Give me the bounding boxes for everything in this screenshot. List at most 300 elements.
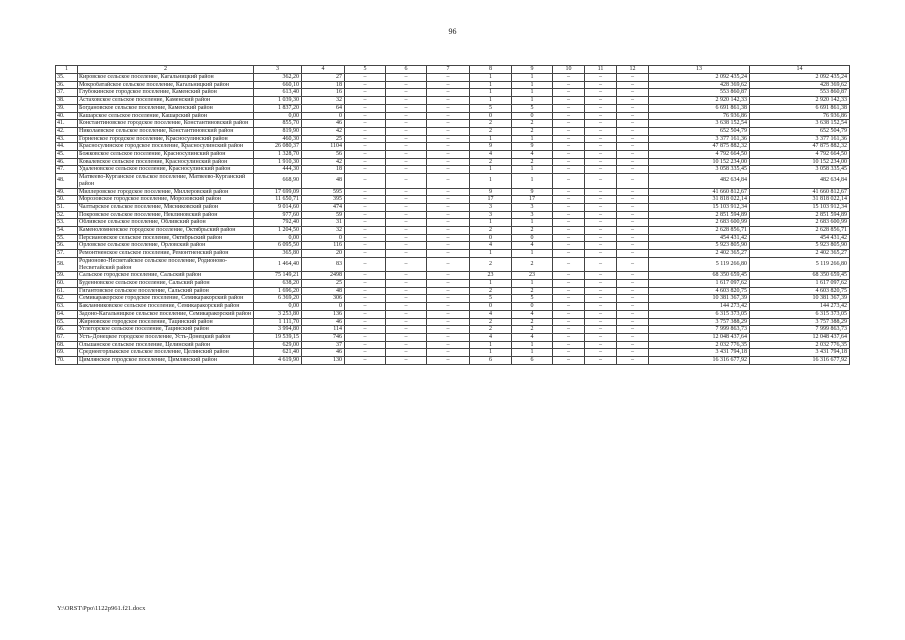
col-10-value: –: [553, 89, 585, 97]
col-6-value: –: [386, 310, 427, 318]
col-8-value: 17: [470, 196, 512, 204]
col-8-value: 1: [470, 135, 512, 143]
col-14-amount: 12 048 437,64: [750, 333, 850, 341]
row-number: 42.: [56, 127, 78, 135]
col-3-value: 3 253,80: [254, 310, 302, 318]
col-14-amount: 144 273,42: [750, 303, 850, 311]
col-9-value: 2: [512, 158, 553, 166]
settlement-name: Цимлянское городское поселение, Цимлянский район: [78, 357, 254, 365]
settlement-name: Среднеегорлыкское сельское поселение, Целинский район: [78, 349, 254, 357]
col-6-value: –: [386, 104, 427, 112]
row-number: 67.: [56, 333, 78, 341]
col-13-amount: 5 923 805,90: [649, 242, 750, 250]
settlement-name: Миллеровское городское поселение, Миллеровский район: [78, 188, 254, 196]
col-12-value: –: [617, 234, 649, 242]
col-10-value: –: [553, 135, 585, 143]
col-3-value: 1 039,30: [254, 97, 302, 105]
col-5-value: –: [345, 211, 386, 219]
col-6-value: –: [386, 227, 427, 235]
col-9-value: 9: [512, 188, 553, 196]
col-4-value: 746: [302, 333, 345, 341]
settlement-name: Персиановское сельское поселение, Октябрьский район: [78, 234, 254, 242]
table-row: [56, 227, 850, 235]
col-10-value: –: [553, 219, 585, 227]
col-4-value: 48: [302, 174, 345, 188]
table-row: [56, 318, 850, 326]
table-row: [56, 333, 850, 341]
row-number: 66.: [56, 326, 78, 334]
col-12-value: –: [617, 112, 649, 120]
col-11-value: –: [585, 250, 617, 258]
col-11-value: –: [585, 188, 617, 196]
col-5-value: –: [345, 257, 386, 271]
row-number: 64.: [56, 310, 78, 318]
row-number: 46.: [56, 158, 78, 166]
table-row: [56, 104, 850, 112]
col-4-value: 474: [302, 203, 345, 211]
col-9-value: 1: [512, 81, 553, 89]
settlement-name: Николаевское сельское поселение, Константиновский район: [78, 127, 254, 135]
col-13-amount: 15 103 912,34: [649, 203, 750, 211]
col-10-value: –: [553, 127, 585, 135]
col-11-value: –: [585, 104, 617, 112]
col-10-value: –: [553, 120, 585, 128]
col-11-value: –: [585, 211, 617, 219]
col-3-value: 0,00: [254, 234, 302, 242]
col-4-value: 83: [302, 257, 345, 271]
col-8-value: 4: [470, 151, 512, 159]
settlement-name: Матвеево-Курганское сельское поселение, Матвеево-Курганский район: [78, 174, 254, 188]
col-9-value: 0: [512, 234, 553, 242]
col-3-value: 4 619,90: [254, 357, 302, 365]
col-6-value: –: [386, 257, 427, 271]
col-3-value: 0,00: [254, 112, 302, 120]
settlement-name: Ковалевское сельское поселение, Красносулинский район: [78, 158, 254, 166]
col-6-value: –: [386, 81, 427, 89]
col-6-value: –: [386, 188, 427, 196]
col-9-value: 1: [512, 166, 553, 174]
col-3-value: 668,90: [254, 174, 302, 188]
col-5-value: –: [345, 104, 386, 112]
col-3-value: 621,40: [254, 349, 302, 357]
col-5-value: –: [345, 174, 386, 188]
col-13-amount: 2 851 594,89: [649, 211, 750, 219]
col-3-value: 1 696,20: [254, 287, 302, 295]
col-3-value: 11 650,71: [254, 196, 302, 204]
col-4-value: 32: [302, 97, 345, 105]
col-12-value: –: [617, 158, 649, 166]
col-5-value: –: [345, 287, 386, 295]
row-number: 51.: [56, 203, 78, 211]
col-4-value: 16: [302, 89, 345, 97]
table-row: [56, 203, 850, 211]
table-row: [56, 135, 850, 143]
col-9-value: 0: [512, 112, 553, 120]
col-14-amount: 553 860,87: [750, 89, 850, 97]
col-12-value: –: [617, 250, 649, 258]
col-7-value: –: [427, 357, 470, 365]
col-11-value: –: [585, 158, 617, 166]
col-14-amount: 428 369,62: [750, 81, 850, 89]
col-13-amount: 3 757 388,29: [649, 318, 750, 326]
col-11-value: –: [585, 357, 617, 365]
table-row: [56, 287, 850, 295]
col-7-value: –: [427, 196, 470, 204]
col-10-value: –: [553, 250, 585, 258]
col-8-value: 2: [470, 318, 512, 326]
col-5-value: –: [345, 242, 386, 250]
row-number: 45.: [56, 151, 78, 159]
col-4-value: 136: [302, 310, 345, 318]
col-4-value: 116: [302, 242, 345, 250]
row-number: 60.: [56, 279, 78, 287]
col-14-amount: 2 628 856,71: [750, 227, 850, 235]
col-5-value: –: [345, 349, 386, 357]
row-number: 48.: [56, 174, 78, 188]
settlement-name: Усть-Донецкое городское поселение, Усть-Донецкий район: [78, 333, 254, 341]
col-14-amount: 3 638 152,54: [750, 120, 850, 128]
col-6-value: –: [386, 250, 427, 258]
table-row: [56, 295, 850, 303]
col-11-value: –: [585, 74, 617, 82]
col-9-value: 1: [512, 250, 553, 258]
col-12-value: –: [617, 135, 649, 143]
col-14-amount: 76 936,86: [750, 112, 850, 120]
col-3-value: 977,60: [254, 211, 302, 219]
table-row: [56, 174, 850, 188]
col-13-amount: 482 634,84: [649, 174, 750, 188]
col-10-value: –: [553, 310, 585, 318]
column-header: 14: [750, 66, 850, 74]
col-3-value: 6 369,20: [254, 295, 302, 303]
col-12-value: –: [617, 279, 649, 287]
row-number: 69.: [56, 349, 78, 357]
data-table: [55, 65, 850, 365]
col-12-value: –: [617, 310, 649, 318]
col-6-value: –: [386, 333, 427, 341]
col-13-amount: 31 818 022,14: [649, 196, 750, 204]
col-12-value: –: [617, 104, 649, 112]
row-number: 38.: [56, 97, 78, 105]
table-row: [56, 74, 850, 82]
col-13-amount: 553 860,87: [649, 89, 750, 97]
col-12-value: –: [617, 357, 649, 365]
col-8-value: 9: [470, 143, 512, 151]
column-header: 7: [427, 66, 470, 74]
col-3-value: 460,30: [254, 135, 302, 143]
col-13-amount: 10 381 367,39: [649, 295, 750, 303]
col-9-value: 1: [512, 349, 553, 357]
table-row: [56, 349, 850, 357]
col-6-value: –: [386, 349, 427, 357]
col-10-value: –: [553, 97, 585, 105]
col-3-value: 792,40: [254, 219, 302, 227]
col-5-value: –: [345, 333, 386, 341]
col-9-value: 5: [512, 295, 553, 303]
row-number: 40.: [56, 112, 78, 120]
col-12-value: –: [617, 318, 649, 326]
col-9-value: 2: [512, 257, 553, 271]
col-3-value: 75 149,21: [254, 272, 302, 280]
col-8-value: 4: [470, 333, 512, 341]
col-7-value: –: [427, 242, 470, 250]
col-12-value: –: [617, 174, 649, 188]
table-row: [56, 151, 850, 159]
col-12-value: –: [617, 272, 649, 280]
table-row: [56, 234, 850, 242]
column-header: 11: [585, 66, 617, 74]
col-6-value: –: [386, 120, 427, 128]
col-7-value: –: [427, 97, 470, 105]
table-row: [56, 326, 850, 334]
settlement-name: Углегорское сельское поселение, Тацинский район: [78, 326, 254, 334]
col-6-value: –: [386, 89, 427, 97]
col-4-value: 2498: [302, 272, 345, 280]
col-14-amount: 3 377 161,36: [750, 135, 850, 143]
col-14-amount: 41 660 812,67: [750, 188, 850, 196]
col-10-value: –: [553, 257, 585, 271]
col-14-amount: 2 683 600,99: [750, 219, 850, 227]
col-5-value: –: [345, 279, 386, 287]
col-12-value: –: [617, 341, 649, 349]
col-10-value: –: [553, 188, 585, 196]
settlement-name: Ремонтненское сельское поселение, Ремонтненский район: [78, 250, 254, 258]
col-13-amount: 652 504,79: [649, 127, 750, 135]
col-12-value: –: [617, 219, 649, 227]
row-number: 68.: [56, 341, 78, 349]
table-row: [56, 357, 850, 365]
col-8-value: 1: [470, 174, 512, 188]
table-row: [56, 166, 850, 174]
col-13-amount: 3 638 152,54: [649, 120, 750, 128]
col-4-value: 27: [302, 74, 345, 82]
col-9-value: 1: [512, 135, 553, 143]
col-11-value: –: [585, 257, 617, 271]
col-4-value: 32: [302, 227, 345, 235]
col-4-value: 1104: [302, 143, 345, 151]
col-10-value: –: [553, 74, 585, 82]
col-7-value: –: [427, 333, 470, 341]
col-8-value: 1: [470, 81, 512, 89]
column-header: 10: [553, 66, 585, 74]
table-row: [56, 112, 850, 120]
row-number: 59.: [56, 272, 78, 280]
col-7-value: –: [427, 135, 470, 143]
col-10-value: –: [553, 333, 585, 341]
col-9-value: 2: [512, 326, 553, 334]
col-14-amount: 4 792 664,50: [750, 151, 850, 159]
col-7-value: –: [427, 250, 470, 258]
settlement-name: Покровское сельское поселение, Неклиновский район: [78, 211, 254, 219]
col-10-value: –: [553, 272, 585, 280]
col-7-value: –: [427, 303, 470, 311]
col-4-value: 130: [302, 357, 345, 365]
settlement-name: Константиновское городское поселение, Константиновский район: [78, 120, 254, 128]
col-7-value: –: [427, 74, 470, 82]
settlement-name: Кашарское сельское поселение, Кашарский район: [78, 112, 254, 120]
col-7-value: –: [427, 211, 470, 219]
col-5-value: –: [345, 143, 386, 151]
settlement-name: Богдановское сельское поселение, Каменский район: [78, 104, 254, 112]
col-3-value: 6 095,50: [254, 242, 302, 250]
col-3-value: 365,80: [254, 250, 302, 258]
col-4-value: 25: [302, 135, 345, 143]
col-9-value: 2: [512, 120, 553, 128]
col-4-value: 46: [302, 318, 345, 326]
column-header: 1: [56, 66, 78, 74]
col-7-value: –: [427, 318, 470, 326]
col-12-value: –: [617, 211, 649, 219]
col-3-value: 26 080,37: [254, 143, 302, 151]
col-8-value: 0: [470, 112, 512, 120]
col-5-value: –: [345, 318, 386, 326]
col-5-value: –: [345, 250, 386, 258]
col-12-value: –: [617, 326, 649, 334]
col-11-value: –: [585, 227, 617, 235]
col-3-value: 660,10: [254, 81, 302, 89]
col-8-value: 6: [470, 357, 512, 365]
col-12-value: –: [617, 295, 649, 303]
col-8-value: 2: [470, 127, 512, 135]
col-11-value: –: [585, 135, 617, 143]
col-9-value: 23: [512, 272, 553, 280]
col-9-value: 5: [512, 104, 553, 112]
col-7-value: –: [427, 81, 470, 89]
row-number: 70.: [56, 357, 78, 365]
col-7-value: –: [427, 234, 470, 242]
col-11-value: –: [585, 242, 617, 250]
col-8-value: 2: [470, 227, 512, 235]
col-8-value: 2: [470, 158, 512, 166]
col-14-amount: 6 691 861,38: [750, 104, 850, 112]
col-14-amount: 6 315 373,05: [750, 310, 850, 318]
col-9-value: 1: [512, 174, 553, 188]
column-header: 6: [386, 66, 427, 74]
col-5-value: –: [345, 127, 386, 135]
col-9-value: 6: [512, 357, 553, 365]
col-4-value: 0: [302, 234, 345, 242]
col-10-value: –: [553, 318, 585, 326]
col-11-value: –: [585, 89, 617, 97]
col-6-value: –: [386, 97, 427, 105]
col-11-value: –: [585, 326, 617, 334]
col-14-amount: 2 851 594,89: [750, 211, 850, 219]
table-row: [56, 143, 850, 151]
col-9-value: 3: [512, 211, 553, 219]
table-row: [56, 211, 850, 219]
col-4-value: 18: [302, 166, 345, 174]
col-12-value: –: [617, 196, 649, 204]
col-8-value: 1: [470, 166, 512, 174]
row-number: 52.: [56, 211, 78, 219]
settlement-name: Мокробатайское сельское поселение, Кагальницкий район: [78, 81, 254, 89]
col-12-value: –: [617, 227, 649, 235]
column-header: 2: [78, 66, 254, 74]
settlement-name: Красносулинское городское поселение, Красносулинский район: [78, 143, 254, 151]
col-8-value: 1: [470, 250, 512, 258]
col-6-value: –: [386, 211, 427, 219]
col-5-value: –: [345, 203, 386, 211]
col-4-value: 42: [302, 127, 345, 135]
settlement-name: Родионово-Несветайское сельское поселение, Родионово-Несветайский район: [78, 257, 254, 271]
col-11-value: –: [585, 318, 617, 326]
col-5-value: –: [345, 89, 386, 97]
col-7-value: –: [427, 310, 470, 318]
row-number: 41.: [56, 120, 78, 128]
row-number: 54.: [56, 227, 78, 235]
col-13-amount: 144 273,42: [649, 303, 750, 311]
col-7-value: –: [427, 326, 470, 334]
col-11-value: –: [585, 303, 617, 311]
col-3-value: 19 539,15: [254, 333, 302, 341]
col-4-value: 595: [302, 188, 345, 196]
col-4-value: 64: [302, 104, 345, 112]
col-6-value: –: [386, 287, 427, 295]
col-3-value: 9 014,60: [254, 203, 302, 211]
col-4-value: 25: [302, 279, 345, 287]
col-6-value: –: [386, 242, 427, 250]
col-3-value: 3 994,80: [254, 326, 302, 334]
col-14-amount: 454 431,42: [750, 234, 850, 242]
col-6-value: –: [386, 196, 427, 204]
col-11-value: –: [585, 234, 617, 242]
col-8-value: 2: [470, 120, 512, 128]
col-5-value: –: [345, 341, 386, 349]
col-3-value: 0,00: [254, 303, 302, 311]
col-13-amount: 428 369,62: [649, 81, 750, 89]
col-7-value: –: [427, 151, 470, 159]
col-10-value: –: [553, 104, 585, 112]
col-8-value: 9: [470, 188, 512, 196]
col-3-value: 638,20: [254, 279, 302, 287]
col-4-value: 18: [302, 81, 345, 89]
column-header: 9: [512, 66, 553, 74]
col-14-amount: 15 103 912,34: [750, 203, 850, 211]
col-5-value: –: [345, 326, 386, 334]
col-14-amount: 10 381 367,39: [750, 295, 850, 303]
col-6-value: –: [386, 318, 427, 326]
settlement-name: Бакланниковское сельское поселение, Семикаракорский район: [78, 303, 254, 311]
col-8-value: 0: [470, 303, 512, 311]
col-3-value: 1 204,50: [254, 227, 302, 235]
col-6-value: –: [386, 127, 427, 135]
col-11-value: –: [585, 166, 617, 174]
col-13-amount: 10 152 234,00: [649, 158, 750, 166]
col-11-value: –: [585, 81, 617, 89]
col-4-value: 46: [302, 120, 345, 128]
col-6-value: –: [386, 74, 427, 82]
col-14-amount: 2 092 435,24: [750, 74, 850, 82]
col-6-value: –: [386, 279, 427, 287]
col-8-value: 3: [470, 211, 512, 219]
col-9-value: 17: [512, 196, 553, 204]
settlement-name: Задоно-Кагальницкое сельское поселение, Семикаракорский район: [78, 310, 254, 318]
col-3-value: 1 910,30: [254, 158, 302, 166]
col-14-amount: 3 757 388,29: [750, 318, 850, 326]
col-9-value: 2: [512, 227, 553, 235]
settlement-name: Морозовское городское поселение, Морозовский район: [78, 196, 254, 204]
col-8-value: 1: [470, 97, 512, 105]
col-6-value: –: [386, 219, 427, 227]
col-10-value: –: [553, 279, 585, 287]
col-13-amount: 41 660 812,67: [649, 188, 750, 196]
row-number: 55.: [56, 234, 78, 242]
settlement-name: Жирновское городское поселение, Тацинский район: [78, 318, 254, 326]
col-12-value: –: [617, 333, 649, 341]
col-11-value: –: [585, 196, 617, 204]
col-14-amount: 482 634,84: [750, 174, 850, 188]
col-13-amount: 12 048 437,64: [649, 333, 750, 341]
